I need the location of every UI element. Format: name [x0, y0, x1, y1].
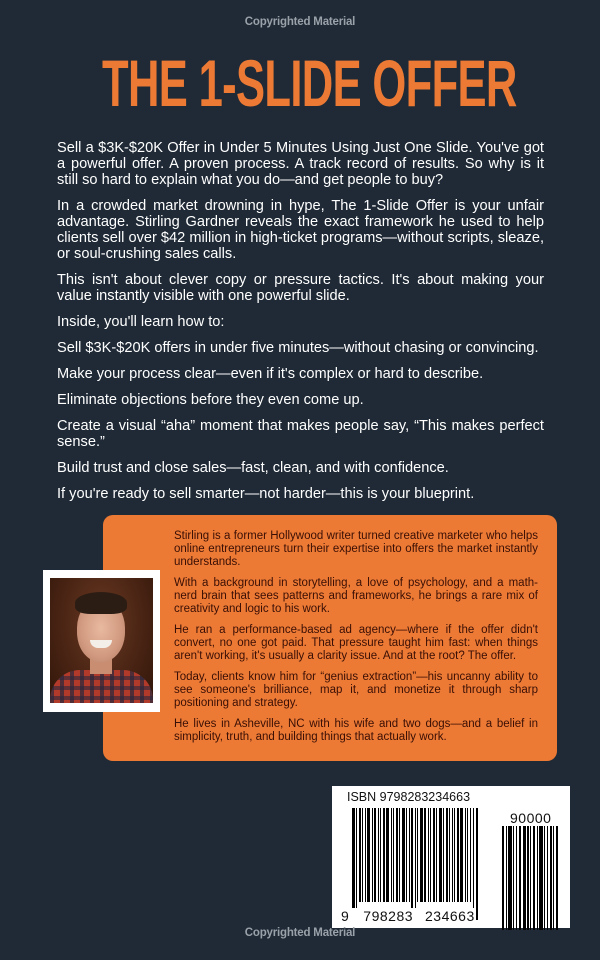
- barcode-bar: [457, 808, 459, 902]
- bio-paragraph: Today, clients know him for “genius extraction”—his uncanny ability to see someone's brilliance, map it, and monetize it through sharp positioning and strategy.: [174, 671, 538, 709]
- barcode-bar: [380, 808, 381, 902]
- barcode-bar: [454, 808, 455, 902]
- photo-hair: [75, 592, 127, 614]
- barcode-bar: [476, 808, 479, 920]
- isbn-digit-lead: 9: [341, 908, 350, 924]
- barcode-bar: [449, 808, 450, 902]
- isbn-digits-left: 798283: [363, 908, 414, 924]
- barcode-bar: [374, 808, 376, 902]
- barcode-bar: [391, 808, 392, 902]
- barcode-bar: [386, 808, 389, 902]
- barcode-bar: [365, 808, 366, 902]
- bio-paragraph: He ran a performance-based ad agency—where if the offer didn't convert, no one got paid. That pressure taught him fast: when things aren't working, it's usually a clarity issue. And at the root? The offer.: [174, 624, 538, 662]
- barcode-bar: [409, 808, 410, 902]
- barcode-bar: [556, 826, 558, 930]
- barcode-bar: [539, 826, 542, 930]
- author-photo: [50, 578, 153, 703]
- bio-paragraph: Stirling is a former Hollywood writer turned creative marketer who helps online entrepreneurs turn their expertise into offers the market instantly understands.: [174, 530, 538, 568]
- photo-shirt: [50, 670, 153, 703]
- learn-list-item: Eliminate objections before they even come up.: [57, 392, 364, 408]
- barcode-bar: [537, 826, 538, 930]
- barcode-bar: [393, 808, 394, 902]
- learn-list-item: Sell $3K-$20K offers in under five minutes—without chasing or convincing.: [57, 340, 539, 356]
- author-photo-frame: [43, 570, 160, 712]
- bio-paragraph: With a background in storytelling, a love of psychology, and a math-nerd brain that sees patterns and frameworks, he brings a rare mix of creativity and logic to his work.: [174, 577, 538, 615]
- barcode-bar: [424, 808, 426, 902]
- barcode-bar: [396, 808, 398, 902]
- barcode-bar: [452, 808, 453, 902]
- isbn-digits: [341, 908, 475, 924]
- barcode-bar: [530, 826, 531, 930]
- description-paragraph: In a crowded market drowning in hype, The 1-Slide Offer is your unfair advantage. Stirling Gardner reveals the exact framework he used to help clients sell over $42 million in high-ticket programs—without scripts, sleaze, or soul-crushing sales calls.: [57, 198, 544, 262]
- barcode-bar: [550, 826, 552, 930]
- barcode-bar: [519, 826, 521, 930]
- book-title: THE 1-SLIDE OFFER: [101, 46, 517, 120]
- learn-list-intro: Inside, you'll learn how to:: [57, 314, 225, 330]
- barcode-bar: [439, 808, 442, 902]
- barcode-bar: [508, 826, 511, 930]
- barcode-bar: [402, 808, 405, 902]
- learn-list-item: Make your process clear—even if it's complex or hard to describe.: [57, 366, 484, 382]
- barcode-bar: [460, 808, 463, 902]
- barcode-bar: [417, 808, 418, 902]
- barcode-bar: [383, 808, 385, 902]
- barcode-bar: [467, 808, 468, 902]
- barcode-bar: [406, 808, 407, 902]
- barcode-bar: [513, 826, 514, 930]
- barcode-bar: [411, 808, 413, 920]
- copyright-watermark-top: Copyrighted Material: [244, 16, 356, 28]
- barcode-bar: [533, 826, 535, 930]
- barcode-bar: [372, 808, 373, 902]
- barcode-bar: [428, 808, 429, 902]
- barcode-bar: [553, 826, 554, 930]
- barcode-bar: [399, 808, 400, 902]
- description-paragraph: This isn't about clever copy or pressure tactics. It's about making your value instantly visible with one powerful slide.: [57, 272, 544, 304]
- barcode-addon-bars: [502, 826, 562, 914]
- barcode-bar: [506, 826, 507, 930]
- barcode-bar: [527, 826, 528, 930]
- isbn-digits-right: 234663: [425, 908, 475, 924]
- book-description: [57, 140, 544, 512]
- barcode-bar: [420, 808, 423, 902]
- barcode-bar: [359, 808, 361, 902]
- barcode-bar: [470, 808, 472, 902]
- barcode-bar: [473, 808, 474, 920]
- barcode-bar: [356, 808, 357, 920]
- barcode-bar: [430, 808, 431, 902]
- barcode-bar: [378, 808, 379, 902]
- copyright-watermark-bottom: Copyrighted Material: [244, 927, 356, 939]
- learn-list-item: Build trust and close sales—fast, clean, and with confidence.: [57, 460, 449, 476]
- barcode-bar: [516, 826, 517, 930]
- barcode-bar: [362, 808, 363, 902]
- barcode-bar: [502, 826, 504, 930]
- barcode-bar: [547, 826, 548, 930]
- barcode-bar: [544, 826, 545, 930]
- isbn-label: ISBN 9798283234663: [347, 790, 471, 804]
- barcode-main-bars: [352, 808, 480, 920]
- barcode-bar: [352, 808, 355, 920]
- price-code: 90000: [510, 810, 552, 826]
- barcode-bar: [415, 808, 416, 920]
- barcode-bar: [367, 808, 370, 902]
- barcode-bar: [433, 808, 435, 902]
- author-bio-text: [174, 530, 538, 752]
- learn-list-item: Create a visual “aha” moment that makes people say, “This makes perfect sense.”: [57, 418, 544, 450]
- barcode-bar: [465, 808, 466, 902]
- closing-line: If you're ready to sell smarter—not harder—this is your blueprint.: [57, 486, 475, 502]
- barcode-bar: [523, 826, 526, 930]
- isbn-barcode: [332, 786, 570, 928]
- description-paragraph: Sell a $3K-$20K Offer in Under 5 Minutes Using Just One Slide. You've got a powerful offer. A proven process. A track record of results. So why is it still so hard to explain what you do—and get people to buy?: [57, 140, 544, 188]
- barcode-bar: [436, 808, 437, 902]
- barcode-bar: [443, 808, 444, 902]
- barcode-bar: [446, 808, 448, 902]
- bio-paragraph: He lives in Asheville, NC with his wife and two dogs—and a belief in simplicity, truth, and building things that actually work.: [174, 718, 538, 743]
